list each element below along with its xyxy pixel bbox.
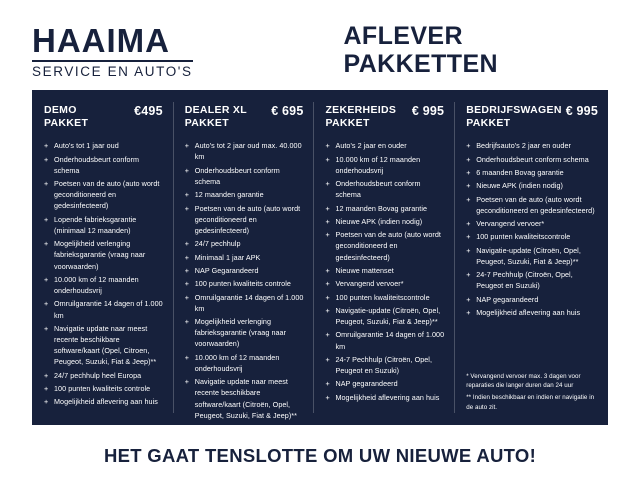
list-item: + Nieuwe APK (indien nodig) [325,216,444,227]
list-item: + Nieuwe mattenset [325,265,444,276]
list-item: + Auto's 2 jaar en ouder [325,140,444,151]
list-item: + Poetsen van de auto (auto wordt geconditioneerd en gedesinfecteerd) [185,203,304,236]
list-item: + NAP Gegarandeerd [185,265,304,276]
list-item: + Mogelijkheid aflevering aan huis [44,396,163,407]
package-name [44,104,88,130]
package-cards [32,90,608,434]
package-name-line-1: DEALER XL [184,104,247,116]
brand-tagline: SERVICE EN AUTO'S [32,64,193,79]
package-name [325,104,396,130]
package-card-dealer-xl [173,90,314,434]
package-price: € 695 [271,104,304,118]
list-item: + 12 maanden Bovag garantie [325,203,444,214]
list-item: + 10.000 km of 12 maanden onderhoudsvrij [44,274,163,296]
list-item: + Onderhoudsbeurt conform schema [44,154,163,176]
list-item: + Mogelijkheid verlenging fabrieksgarantie (vraag naar voorwaarden) [44,238,163,271]
package-name-line-1: ZEKERHEIDS [325,104,397,116]
list-item: + Omruilgarantie 14 dagen of 1.000 km [44,298,163,320]
list-item: + Auto's tot 1 jaar oud [44,140,163,151]
feature-list [325,140,444,405]
package-price: €495 [134,104,163,118]
package-card-demo [32,90,173,425]
list-item: + Mogelijkheid aflevering aan huis [325,392,444,403]
list-item: + Navigatie-update (Citroën, Opel, Peugeot, Suzuki, Fiat & Jeep)** [466,245,598,267]
package-price: € 995 [565,104,598,118]
package-name-line-2: PAKKET [466,117,511,130]
list-item: + 6 maanden Bovag garantie [466,167,598,178]
list-item: + 10.000 km of 12 maanden onderhoudsvrij [325,154,444,176]
list-item: + 24/7 pechhulp [185,238,304,249]
brand-name: HAAIMA [32,22,170,59]
brand-divider [32,60,193,62]
page-header [32,0,608,78]
list-item: + Omruilgarantie 14 dagen of 1.000 km [325,329,444,351]
footnotes [466,364,598,415]
list-item: + Mogelijkheid aflevering aan huis [185,423,304,434]
list-item: + Minimaal 1 jaar APK [185,252,304,263]
list-item: + NAP gegarandeerd [325,378,444,389]
list-item: + Poetsen van de auto (auto wordt geconditioneerd en gedesinfecteerd) [325,229,444,262]
list-item: + Mogelijkheid aflevering aan huis [466,307,598,318]
list-item: + Bedrijfsauto's 2 jaar en ouder [466,140,598,151]
feature-list [44,140,163,410]
footer-slogan: HET GAAT TENSLOTTE OM UW NIEUWE AUTO! [103,445,537,466]
card-header [185,104,304,130]
list-item: + Vervangend vervoer* [325,278,444,289]
list-item: + Mogelijkheid verlenging fabrieksgarantie (vraag naar voorwaarden) [185,316,304,349]
feature-list [466,140,598,320]
list-item: + 12 maanden garantie [185,189,304,200]
card-header [466,104,598,130]
list-item: + 24-7 Pechhulp (Citroën, Opel, Peugeot en Suzuki) [325,354,444,376]
package-name-line-2: PAKKET [44,117,89,130]
footnote-navigatie: ** Indien beschikbaar en indien er navigatie in de auto zit. [466,394,595,411]
list-item: + Navigatie-update (Citroën, Opel, Peugeot, Suzuki, Fiat & Jeep)** [325,305,444,327]
feature-list [185,140,304,436]
list-item: + Navigatie update naar meest recente beschikbare software/kaart (Opel, Citroen, Peugeot, Suzuki, Fiat & Jeep)** [44,323,163,368]
brand-logo [32,24,193,79]
list-item: + Onderhoudsbeurt conform schema [466,154,598,165]
list-item: + NAP gegarandeerd [466,294,598,305]
package-card-bedrijfswagen [454,90,608,425]
list-item: + Lopende fabrieksgarantie (minimaal 12 maanden) [44,214,163,236]
page-footer [32,445,608,467]
page-title [343,22,608,78]
list-item: + Poetsen van de auto (auto wordt geconditioneerd en gedesinfecteerd) [44,178,163,211]
list-item: + 100 punten kwaliteitscontrole [466,231,598,242]
list-item: + 10.000 km of 12 maanden onderhoudsvrij [185,352,304,374]
list-item: + 100 punten kwaliteits controle [44,383,163,394]
package-name [185,104,247,130]
list-item: + Onderhoudsbeurt conform schema [185,165,304,187]
list-item: + Vervangend vervoer* [466,218,598,229]
package-name-line-1: DEMO [44,104,77,116]
list-item: + 100 punten kwaliteits controle [185,278,304,289]
package-name-line-2: PAKKET [325,117,370,130]
list-item: + Onderhoudsbeurt conform schema [325,178,444,200]
card-header [44,104,163,130]
package-name-line-1: BEDRIJFSWAGEN [466,104,562,116]
list-item: + 100 punten kwaliteitscontrole [325,292,444,303]
page-title-line-2: PAKKETTEN [343,50,498,78]
list-item: + Navigatie update naar meest recente beschikbare software/kaart (Citroën, Opel, Peugeot, Suzuki, Fiat & Jeep)** [185,376,304,421]
list-item: + 24-7 Pechhulp (Citroën, Opel, Peugeot en Suzuki) [466,269,598,291]
package-price: € 995 [411,104,445,118]
list-item: + Poetsen van de auto (auto wordt geconditioneerd en gedesinfecteerd) [466,194,598,216]
list-item: + Nieuwe APK (indien nodig) [466,180,598,191]
footnote-vervangend-vervoer: * Vervangend vervoer max. 3 dagen voor reparaties die langer duren dan 24 uur [466,372,581,390]
package-name-line-2: PAKKET [184,117,229,130]
list-item: + Omruilgarantie 14 dagen of 1.000 km [185,292,304,314]
package-card-zekerheids [313,90,454,425]
card-header [325,104,444,130]
page-title-line-1: AFLEVER [343,22,463,50]
list-item: + Auto's tot 2 jaar oud max. 40.000 km [185,140,304,162]
package-name [466,104,562,130]
list-item: + 24/7 pechhulp heel Europa [44,370,163,381]
